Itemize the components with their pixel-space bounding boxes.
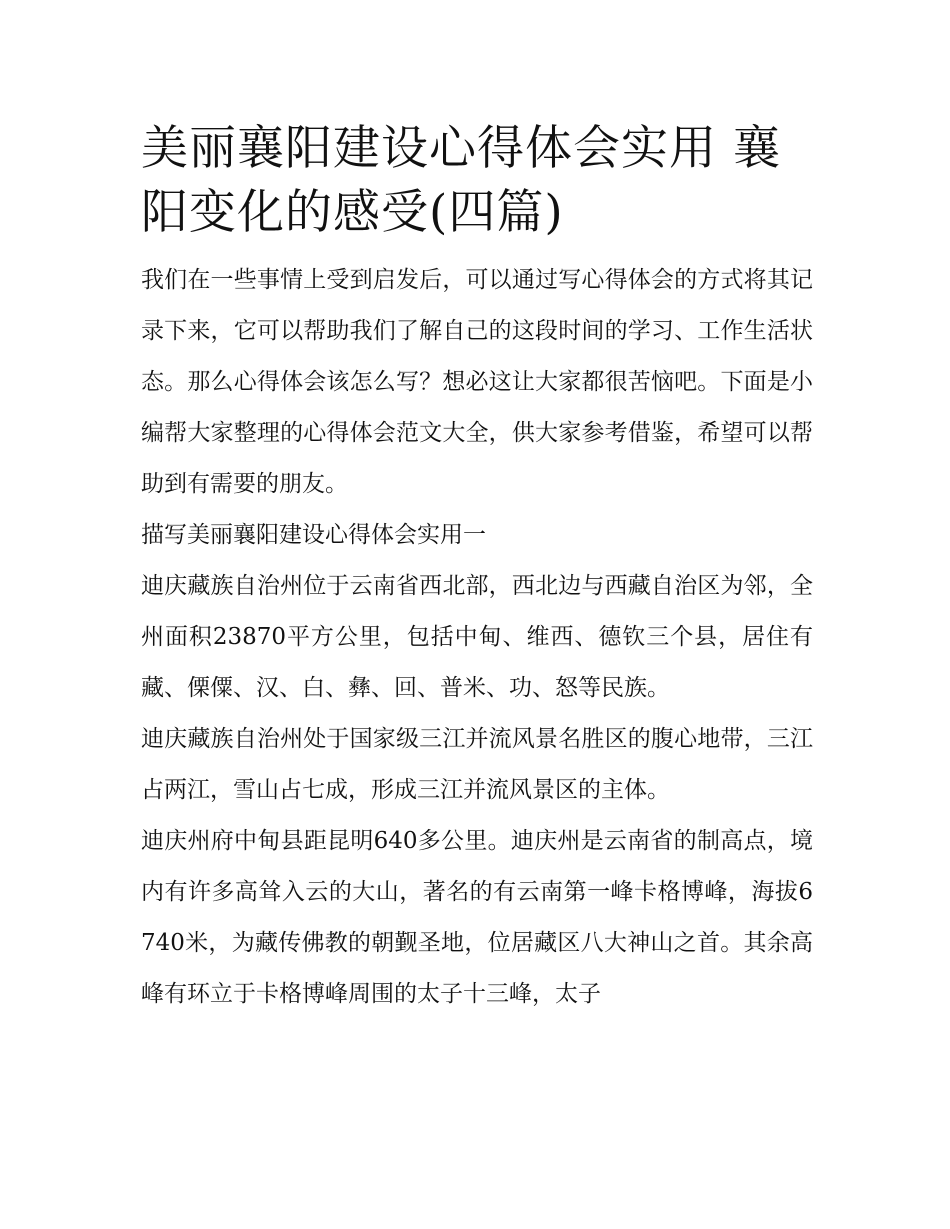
body-paragraph: 迪庆藏族自治州位于云南省西北部，西北边与西藏自治区为邻，全州面积23870平方公里，包括中甸、维西、德钦三个县，居住有藏、傈僳、汉、白、彝、回、普米、功、怒等民族。 bbox=[141, 573, 813, 701]
document-title: 美丽襄阳建设心得体会实用 襄阳变化的感受(四篇) bbox=[141, 121, 781, 240]
body-paragraph: 迪庆州府中甸县距昆明640多公里。迪庆州是云南省的制高点，境内有许多高耸入云的大山，著名的有云南第一峰卡格博峰，海拔6740米，为藏传佛教的朝觐圣地，位居藏区八大神山之首。其余高峰有环立于卡格博峰周围的太子十三峰，太子 bbox=[141, 828, 813, 1007]
document-body bbox=[141, 117, 813, 1020]
intro-paragraph: 我们在一些事情上受到启发后，可以通过写心得体会的方式将其记录下来，它可以帮助我们了解自己的这段时间的学习、工作生活状态。那么心得体会该怎么写？想必这让大家都很苦恼吧。下面是小编帮大家整理的心得体会范文大全，供大家参考借鉴，希望可以帮助到有需要的朋友。 bbox=[141, 267, 813, 497]
section-heading: 描写美丽襄阳建设心得体会实用一 bbox=[141, 522, 486, 548]
body-paragraph: 迪庆藏族自治州处于国家级三江并流风景名胜区的腹心地带，三江占两江，雪山占七成，形成三江并流风景区的主体。 bbox=[141, 726, 813, 803]
